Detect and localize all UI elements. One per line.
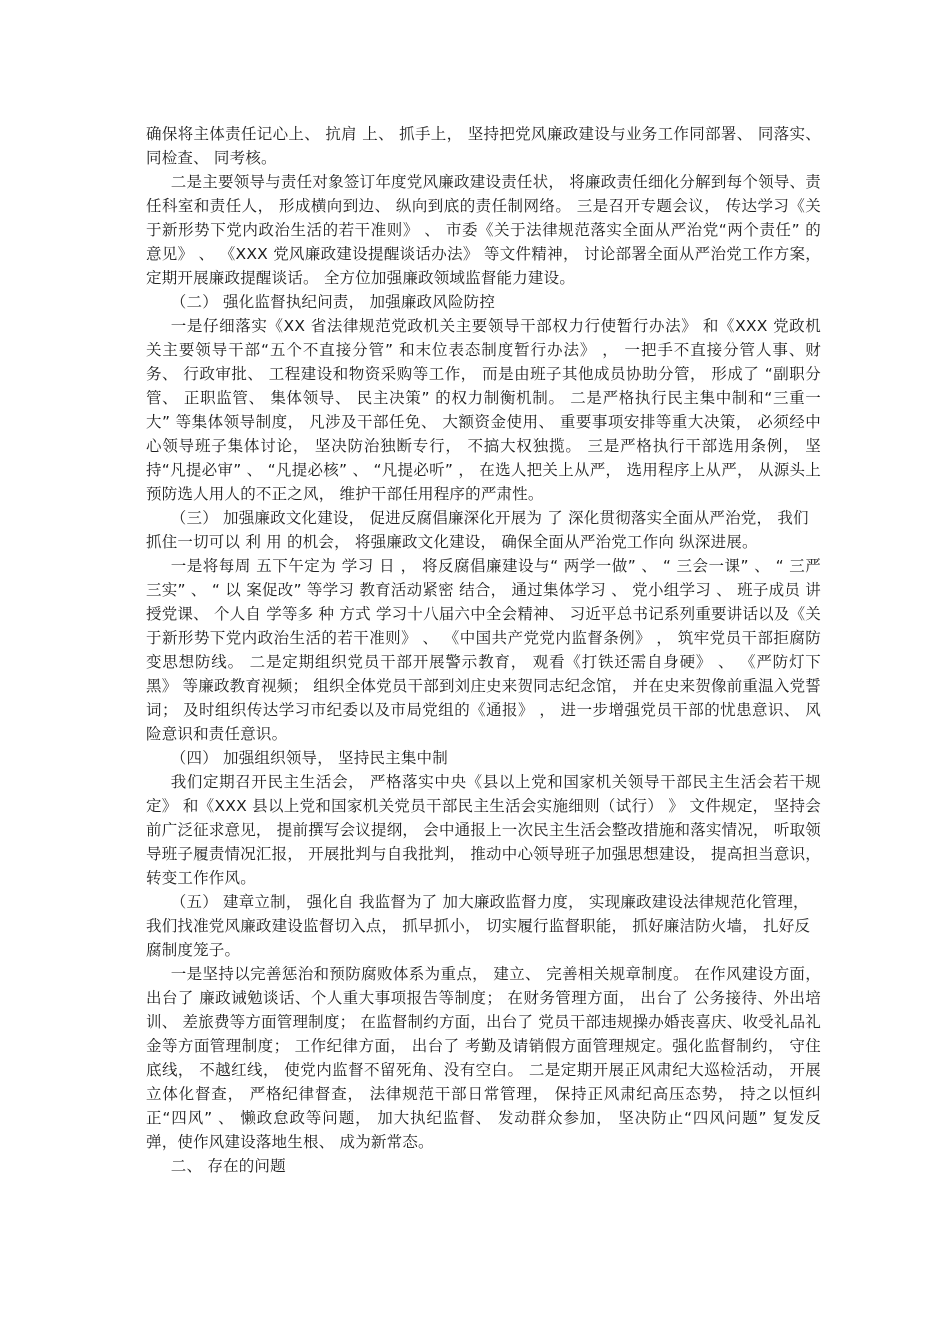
paragraph-continuation: 确保将主体责任记心上、 抗肩 上、 抓手上， 坚持把党风廉政建设与业务工作同部署、 同落实、 同检查、 同考核。	[146, 125, 821, 167]
paragraph-responsibility-system: 二是主要领导与责任对象签订年度党风廉政建设责任状， 将廉政责任细化分解到每个领导、责任科室和责任人， 形成横向到边、 纵向到底的责任制网络。 三是召开专题会议， 传达学习《关于新形势下党内政治生活的若干准则》 、 市委《关于法律规范落实全面从严治党“两个责任” 的意见》 、 《XXX 党风廉政建设提醒谈话办法》 等文件精神， 讨论部署全面从严治党工作方案， 定期开展廉政提醒谈话。 全方位加强廉政领域监督能力建设。	[146, 173, 821, 287]
chapter-heading-problems: 二、 存在的问题	[170, 1157, 286, 1175]
section-heading-2: （二） 强化监督执纪问责， 加强廉政风险防控	[170, 293, 496, 311]
section-heading-5: （五） 建章立制， 强化自 我监督为了 加大廉政监督力度， 实现廉政建设法律规范化管理， 我们找准党风廉政建设监督切入点， 抓早抓小， 切实履行监督职能， 抓好廉洁防火墙， 扎好反腐制度笼子。	[146, 893, 811, 959]
section-heading-4: （四） 加强组织领导， 坚持民主集中制	[170, 749, 448, 767]
paragraph-power-checks: 一是仔细落实《XX 省法律规范党政机关主要领导干部权力行使暂行办法》 和《XXX 党政机关主要领导干部“五个不直接分管” 和末位表态制度暂行办法》 ， 一把手不直接分管人事、财务、 行政审批、 工程建设和物资采购等工作， 而是由班子其他成员协助分管， 形成了 “副职分管、 正职监管、 集体领导、 民主决策” 的权力制衡机制。 二是严格执行民主集中制和“三重一大” 等集体领导制度， 凡涉及干部任免、 大额资金使用、 重要事项安排等重大决策， 必须经中心领导班子集体讨论， 坚决防治独断专行， 不搞大权独揽。 三是严格执行干部选用条例， 坚持“凡提必审” 、 “凡提必核” 、 “凡提必听” ， 在选人把关上从严， 选用程序上从严， 从源头上预防选人用人的不正之风， 维护干部任用程序的严肃性。	[146, 317, 821, 503]
document-body	[146, 122, 821, 1178]
paragraph-democratic-life: 我们定期召开民主生活会， 严格落实中央《县以上党和国家机关领导干部民主生活会若干规定》 和《XXX 县以上党和国家机关党员干部民主生活会实施细则（试行） 》 文件规定， 坚持会前广泛征求意见， 提前撰写会议提纲， 会中通报上一次民主生活会整改措施和落实情况， 听取领导班子履责情况汇报， 开展批判与自我批判， 推动中心领导班子加强思想建设， 提高担当意识， 转变工作作风。	[146, 773, 821, 887]
paragraph-study-education: 一是将每周 五下午定为 学习 日 ， 将反腐倡廉建设与“ 两学一做” 、 “ 三会一课” 、 “ 三严三实” 、 “ 以 案促改” 等学习 教育活动紧密 结合， 通过集体学习 、 党小组学习 、 班子成员 讲授党课、 个人自 学等多 种 方式 学习十八届六中全会精神、 习近平总书记系列重要讲话以及《关于新形势下党内政治生活的若干准则》 、 《中国共产党党内监督条例》 ， 筑牢党员干部拒腐防变思想防线。 二是定期组织党员干部开展警示教育， 观看《打铁还需自身硬》 、 《严防灯下黑》 等廉政教育视频； 组织全体党员干部到刘庄史来贺同志纪念馆， 并在史来贺像前重温入党誓词； 及时组织传达学习市纪委以及市局党组的《通报》 ， 进一步增强党员干部的忧患意识、 风险意识和责任意识。	[146, 557, 821, 743]
paragraph-rules-supervision: 一是坚持以完善惩治和预防腐败体系为重点， 建立、 完善相关规章制度。 在作风建设方面， 出台了 廉政诫勉谈话、个人重大事项报告等制度； 在财务管理方面， 出台了 公务接待、外出培训、 差旅费等方面管理制度； 在监督制约方面，出台了 党员干部违规操办婚丧喜庆、收受礼品礼金等方面管理制度； 工作纪律方面， 出台了 考勤及请销假方面管理规定。强化监督制约， 守住底线， 不越红线， 使党内监督不留死角、没有空白。 二是定期开展正风肃纪大巡检活动， 开展立体化督查， 严格纪律督查， 法律规范干部日常管理， 保持正风肃纪高压态势， 持之以恒纠正“四风” 、 懒政怠政等问题， 加大执纪监督、 发动群众参加， 坚决防止“四风问题” 复发反弹，使作风建设落地生根、 成为新常态。	[146, 965, 821, 1151]
section-heading-3: （三） 加强廉政文化建设， 促进反腐倡廉深化开展为 了 深化贯彻落实全面从严治党， 我们抓住一切可以 利 用 的机会， 将强廉政文化建设， 确保全面从严治党工作向 纵深进展。	[146, 509, 809, 551]
